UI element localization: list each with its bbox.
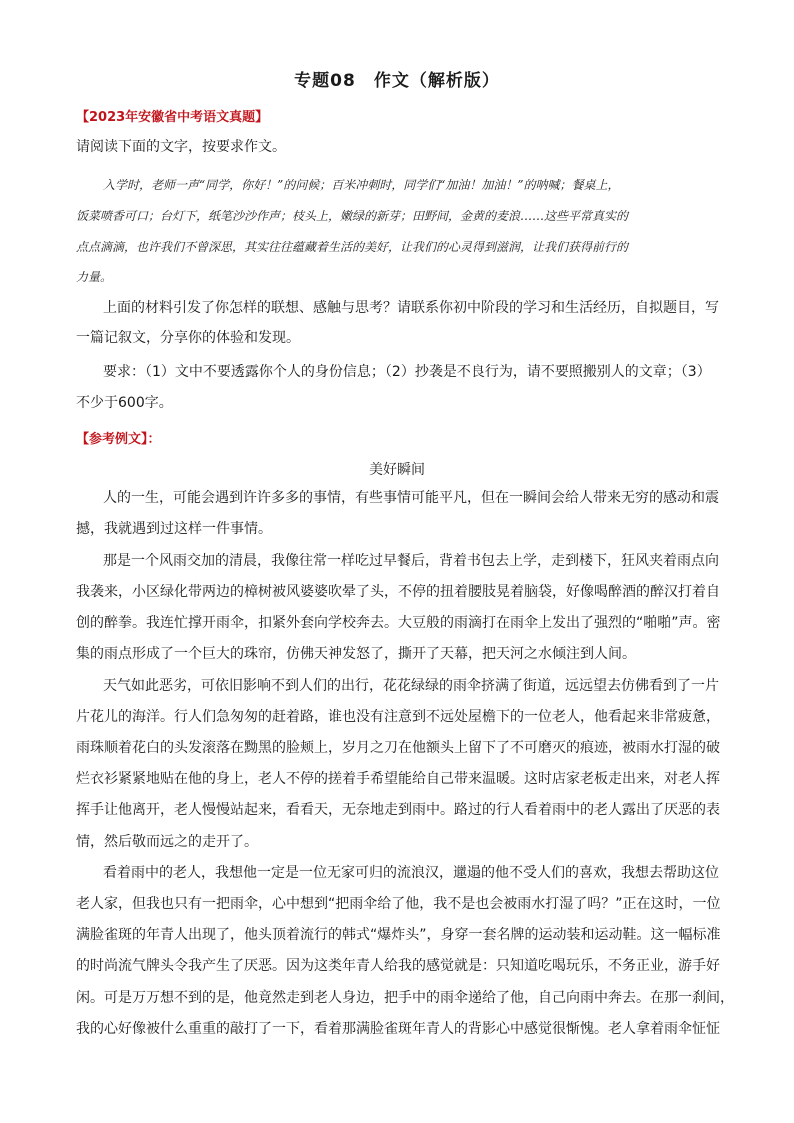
material-line: 入学时，老师一声“同学，你好！”的问候；百米冲刺时，同学们“加油！加油！”的呐喊；餐桌上， (103, 178, 620, 192)
source-tag: 【2023年安徽省中考语文真题】 (76, 110, 269, 125)
essay-line: 老人家，但我也只有一把雨伞，心中想到“把雨伞给了他，我不是也会被雨水打湿了吗？”正在这时，一位 (76, 896, 721, 912)
material-line: 饭菜喷香可口；台灯下，纸笔沙沙作声；枝头上，嫩绿的新芽；田野间，金黄的麦浪……这些平常真实的 (76, 209, 629, 223)
essay-line: 创的醉拳。我连忙撑开雨伞，扣紧外套向学校奔去。大豆般的雨滴打在雨伞上发出了强烈的“啪啪”声。密 (76, 615, 721, 631)
essay-line: 片花儿的海洋。行人们急匆匆的赶着路，谁也没有注意到不远处屋檐下的一位老人，他看起来非常疲惫， (76, 709, 720, 725)
essay-line: 的时尚流气牌头令我产生了厌恶。因为这类年青人给我的感觉就是：只知道吃喝玩乐，不务正业，游手好 (76, 958, 720, 974)
essay-line: 那是一个风雨交加的清晨，我像往常一样吃过早餐后，背着书包去上学，走到楼下，狂风夹着雨点向 (103, 553, 719, 569)
material-line: 力量。 (76, 270, 113, 284)
essay-line: 情，然后敬而远之的走开了。 (76, 834, 258, 850)
prompt-line: 上面的材料引发了你怎样的联想、感触与思考？请联系你初中阶段的学习和生活经历，自拟题目，写 (103, 300, 719, 316)
prompt-line: 一篇记叙文，分享你的体验和发现。 (76, 330, 300, 346)
material-line: 点点滴滴，也许我们不曾深思，其实往往蕴藏着生活的美好，让我们的心灵得到滋润，让我们获得前行的 (76, 240, 629, 254)
essay-line: 烂衣衫紧紧地贴在他的身上，老人不停的搓着手希望能给自己带来温暖。这时店家老板走出来，对老人挥 (76, 771, 720, 787)
essay-line: 撼，我就遇到过这样一件事情。 (76, 521, 272, 537)
requirement-line: 要求：（1）文中不要透露你个人的身份信息；（2）抄袭是不良行为，请不要照搬别人的文章；（3） (103, 364, 711, 380)
essay-line: 雨珠顺着花白的头发滚落在黝黑的脸颊上，岁月之刀在他额头上留下了不可磨灭的痕迹，被雨水打湿的破 (76, 740, 720, 756)
essay-line: 人的一生，可能会遇到许许多多的事情，有些事情可能平凡，但在一瞬间会给人带来无穷的感动和震 (103, 490, 719, 506)
essay-line: 挥手让他离开，老人慢慢站起来，看看天，无奈地走到雨中。路过的行人看着雨中的老人露出了厌恶的表 (76, 802, 720, 818)
essay-line: 我的心好像被什么重重的敲打了一下，看着那满脸雀斑年青人的背影心中感觉很惭愧。老人拿着雨伞怔怔 (76, 1021, 720, 1037)
sample-tag: 【参考例文】： (76, 432, 161, 447)
essay-line: 天气如此恶劣，可依旧影响不到人们的出行，花花绿绿的雨伞挤满了街道，远远望去仿佛看到了一片 (103, 678, 719, 694)
essay-line: 我袭来，小区绿化带两边的樟树被风婆婆吹晕了头，不停的扭着腰肢晃着脑袋，好像喝醉酒的醉汉打着自 (76, 584, 720, 600)
page-title: 专题08 作文（解析版） (294, 71, 500, 91)
essay-line: 看着雨中的老人，我想他一定是一位无家可归的流浪汉，邋遢的他不受人们的喜欢，我想去帮助这位 (103, 865, 719, 881)
essay-title: 美好瞬间 (369, 462, 425, 478)
essay-line: 满脸雀斑的年青人出现了，他头顶着流行的韩式“爆炸头”，身穿一套名牌的运动装和运动鞋。这一幅标准 (76, 927, 721, 943)
requirement-line: 不少于600字。 (76, 395, 173, 411)
essay-line: 集的雨点形成了一个巨大的珠帘，仿佛天神发怒了，撕开了天幕，把天河之水倾注到人间。 (76, 646, 636, 662)
essay-line: 闲。可是万万想不到的是，他竟然走到老人身边，把手中的雨伞递给了他，自己向雨中奔去。在那一刹间， (76, 990, 734, 1006)
instruction-text: 请阅读下面的文字，按要求作文。 (76, 139, 286, 155)
